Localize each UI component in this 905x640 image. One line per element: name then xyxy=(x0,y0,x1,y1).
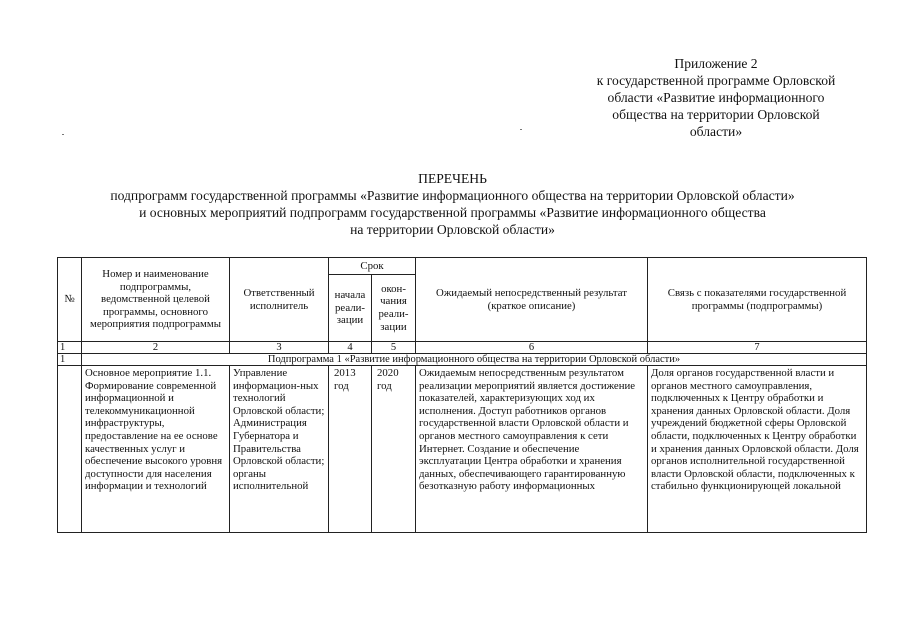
appendix-line: общества на территории Орловской xyxy=(612,107,820,122)
document-title xyxy=(0,170,905,238)
row-result: Ожидаемым непосредственным результатом реализации мероприятий является достижение показателей, характеризующих ход их исполнения. Доступ работников органов государственной власти Орловской области и органов местного самоуправления к сети Интернет. Создание и обеспечение эксплуатации Центра обработки и хранения данных, обеспечивающего гарантированную безотказную работу информационных xyxy=(419,367,636,493)
row-name-cell xyxy=(82,366,230,533)
row-link: Доля органов государственной власти и органов местного самоуправления, подключенных к Центру обработки и хранения данных Орловской области. Доля учреждений бюджетной сферы Орловской области, подключенных к Центру обработки и хранения данных Орловской области. Доля органов исполнительной государственной власти Орловской области, подключенных к стабильно функционирующей локальной xyxy=(651,367,859,493)
row-start-cell xyxy=(329,366,372,533)
row-name: Основное мероприятие 1.1. Формирование современной информационной и телекоммуникационной инфраструктуры, предоставление на ее основе качественных услуг и обеспечение высокого уровня доступности для населения информации и технологий xyxy=(85,367,223,493)
column-number: 4 xyxy=(329,342,372,354)
row-start: 2013 год xyxy=(334,367,356,392)
title-line: и основных мероприятий подпрограмм государственной программы «Развитие информационного общества xyxy=(139,205,766,220)
header-result: Ожидаемый непосредственный результат (краткое описание) xyxy=(416,258,648,342)
header-start: начала реали-зации xyxy=(329,275,372,342)
row-result-cell xyxy=(416,366,648,533)
header-term: Срок xyxy=(329,258,416,275)
column-number: 5 xyxy=(372,342,416,354)
row-num-cell xyxy=(58,366,82,533)
subprogram-num: 1 xyxy=(58,354,82,366)
column-number-row xyxy=(58,342,867,354)
header-num: № xyxy=(58,258,82,342)
row-link-cell xyxy=(648,366,867,533)
subprogram-title: Подпрограмма 1 «Развитие информационного общества на территории Орловской области» xyxy=(82,354,867,366)
row-end-cell xyxy=(372,366,416,533)
column-number: 6 xyxy=(416,342,648,354)
appendix-line: области» xyxy=(689,124,743,139)
measures-table xyxy=(57,257,867,533)
appendix-line: области «Развитие информационного xyxy=(607,90,825,105)
row-end: 2020 год xyxy=(377,367,399,392)
appendix-note xyxy=(566,55,866,140)
table-row xyxy=(58,366,867,533)
row-responsible: Управление информацион-ных технологий Орловской области; Администрация Губернатора и Правительства Орловской области; органы исполнительной xyxy=(233,367,325,493)
row-responsible-cell xyxy=(230,366,329,533)
header-link: Связь с показателями государственной программы (подпрограммы) xyxy=(648,258,867,342)
header-end: окон-чания реали-зации xyxy=(372,275,416,342)
column-number: 7 xyxy=(648,342,867,354)
header-responsible: Ответственный исполнитель xyxy=(230,258,329,342)
title-line: на территории Орловской области» xyxy=(350,222,555,237)
title-heading: ПЕРЕЧЕНЬ xyxy=(418,171,487,186)
column-number: 1 xyxy=(58,342,82,354)
scan-speck xyxy=(62,134,64,135)
subprogram-row xyxy=(58,354,867,366)
scan-speck xyxy=(520,129,522,130)
header-name: Номер и наименование подпрограммы, ведомственной целевой программы, основного мероприятия подпрограммы xyxy=(82,258,230,342)
column-number: 3 xyxy=(230,342,329,354)
column-number: 2 xyxy=(82,342,230,354)
appendix-line: к государственной программе Орловской xyxy=(596,73,836,88)
title-line: подпрограмм государственной программы «Развитие информационного общества на территории Орловской области» xyxy=(110,188,795,203)
header-row xyxy=(58,258,867,275)
appendix-line: Приложение 2 xyxy=(674,56,758,71)
